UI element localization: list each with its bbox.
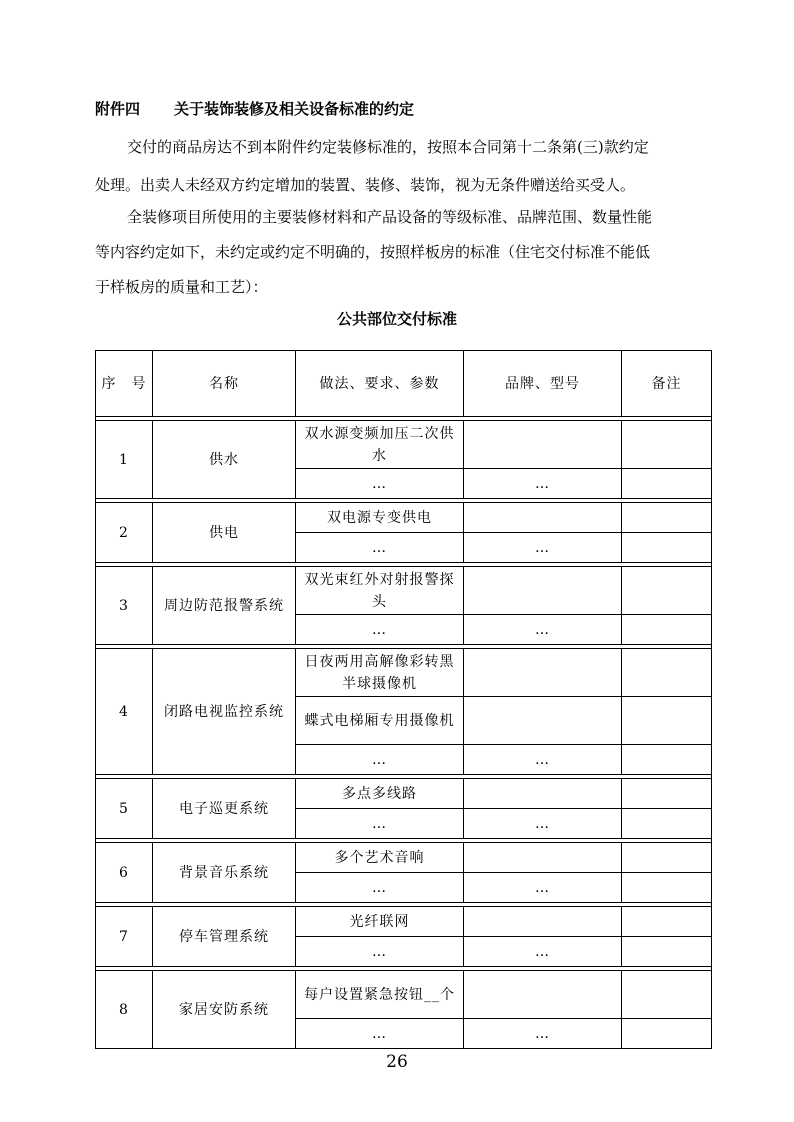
row-brand: … xyxy=(464,533,622,563)
row-method: … xyxy=(296,937,464,967)
table-row xyxy=(96,421,712,469)
row-method: … xyxy=(296,1019,464,1049)
row-remark xyxy=(622,843,712,873)
row-remark xyxy=(622,567,712,615)
row-remark xyxy=(622,971,712,1019)
row-method: 双水源变频加压二次供水 xyxy=(296,421,464,469)
row-seq: 8 xyxy=(96,971,153,1049)
row-seq: 4 xyxy=(96,649,153,775)
row-brand xyxy=(464,779,622,809)
table-row xyxy=(96,971,712,1019)
row-remark xyxy=(622,907,712,937)
row-brand xyxy=(464,503,622,533)
row-brand: … xyxy=(464,809,622,839)
row-method: … xyxy=(296,873,464,903)
annex-title: 关于装饰装修及相关设备标准的约定 xyxy=(174,100,415,118)
annex-label: 附件四 xyxy=(95,100,141,118)
row-method: 多点多线路 xyxy=(296,779,464,809)
row-name: 周边防范报警系统 xyxy=(153,567,296,645)
row-method: … xyxy=(296,809,464,839)
row-brand xyxy=(464,843,622,873)
table-row xyxy=(96,907,712,937)
row-remark xyxy=(622,533,712,563)
header-name: 名称 xyxy=(153,351,296,417)
row-seq: 1 xyxy=(96,421,153,499)
row-seq: 3 xyxy=(96,567,153,645)
row-method: 每户设置紧急按钮__个 xyxy=(296,971,464,1019)
row-name: 供水 xyxy=(153,421,296,499)
row-brand xyxy=(464,971,622,1019)
row-remark xyxy=(622,503,712,533)
row-method: 日夜两用高解像彩转黑半球摄像机 xyxy=(296,649,464,697)
row-seq: 2 xyxy=(96,503,153,563)
row-remark xyxy=(622,937,712,967)
page-number: 26 xyxy=(386,1052,408,1072)
row-remark xyxy=(622,697,712,745)
row-remark xyxy=(622,745,712,775)
row-remark xyxy=(622,809,712,839)
header-brand: 品牌、型号 xyxy=(464,351,622,417)
row-name: 供电 xyxy=(153,503,296,563)
row-brand xyxy=(464,421,622,469)
table-row xyxy=(96,649,712,697)
table-row xyxy=(96,567,712,615)
table-header-row xyxy=(96,351,712,417)
row-name: 电子巡更系统 xyxy=(153,779,296,839)
row-seq: 7 xyxy=(96,907,153,967)
paragraph-2-line-3: 于样板房的质量和工艺）： xyxy=(95,278,268,296)
table-row xyxy=(96,779,712,809)
row-name: 背景音乐系统 xyxy=(153,843,296,903)
row-method: … xyxy=(296,745,464,775)
header-remark: 备注 xyxy=(622,351,712,417)
row-seq: 6 xyxy=(96,843,153,903)
row-seq: 5 xyxy=(96,779,153,839)
row-remark xyxy=(622,1019,712,1049)
row-remark xyxy=(622,779,712,809)
row-brand xyxy=(464,567,622,615)
row-method: 双光束红外对射报警探头 xyxy=(296,567,464,615)
row-remark xyxy=(622,873,712,903)
row-brand xyxy=(464,649,622,697)
row-brand: … xyxy=(464,937,622,967)
paragraph-2-line-1: 全装修项目所使用的主要装修材料和产品设备的等级标准、品牌范围、数量性能 xyxy=(127,208,653,226)
row-method: 双电源专变供电 xyxy=(296,503,464,533)
row-brand xyxy=(464,697,622,745)
row-method: 蝶式电梯厢专用摄像机 xyxy=(296,697,464,745)
paragraph-1-line-1: 交付的商品房达不到本附件约定装修标准的，按照本合同第十二条第(三)款约定 xyxy=(127,138,649,156)
row-method: 光纤联网 xyxy=(296,907,464,937)
paragraph-2-line-2: 等内容约定如下，未约定或约定不明确的，按照样板房的标准（住宅交付标准不能低 xyxy=(95,243,651,261)
header-seq: 序 号 xyxy=(96,351,153,417)
row-brand: … xyxy=(464,873,622,903)
row-name: 闭路电视监控系统 xyxy=(153,649,296,775)
row-remark xyxy=(622,649,712,697)
paragraph-1-line-2: 处理。出卖人未经双方约定增加的装置、装修、装饰，视为无条件赠送给买受人。 xyxy=(95,176,636,194)
table-row xyxy=(96,503,712,533)
row-remark xyxy=(622,469,712,499)
row-remark xyxy=(622,421,712,469)
row-brand: … xyxy=(464,469,622,499)
row-brand xyxy=(464,907,622,937)
delivery-standard-table xyxy=(95,350,712,1049)
row-method: … xyxy=(296,533,464,563)
table-row xyxy=(96,843,712,873)
row-brand: … xyxy=(464,745,622,775)
row-brand: … xyxy=(464,615,622,645)
row-brand: … xyxy=(464,1019,622,1049)
row-method: … xyxy=(296,469,464,499)
row-name: 停车管理系统 xyxy=(153,907,296,967)
row-name: 家居安防系统 xyxy=(153,971,296,1049)
annex-heading xyxy=(95,98,414,119)
row-method: … xyxy=(296,615,464,645)
table-title: 公共部位交付标准 xyxy=(336,310,457,328)
row-method: 多个艺术音响 xyxy=(296,843,464,873)
row-remark xyxy=(622,615,712,645)
header-method: 做法、要求、参数 xyxy=(296,351,464,417)
